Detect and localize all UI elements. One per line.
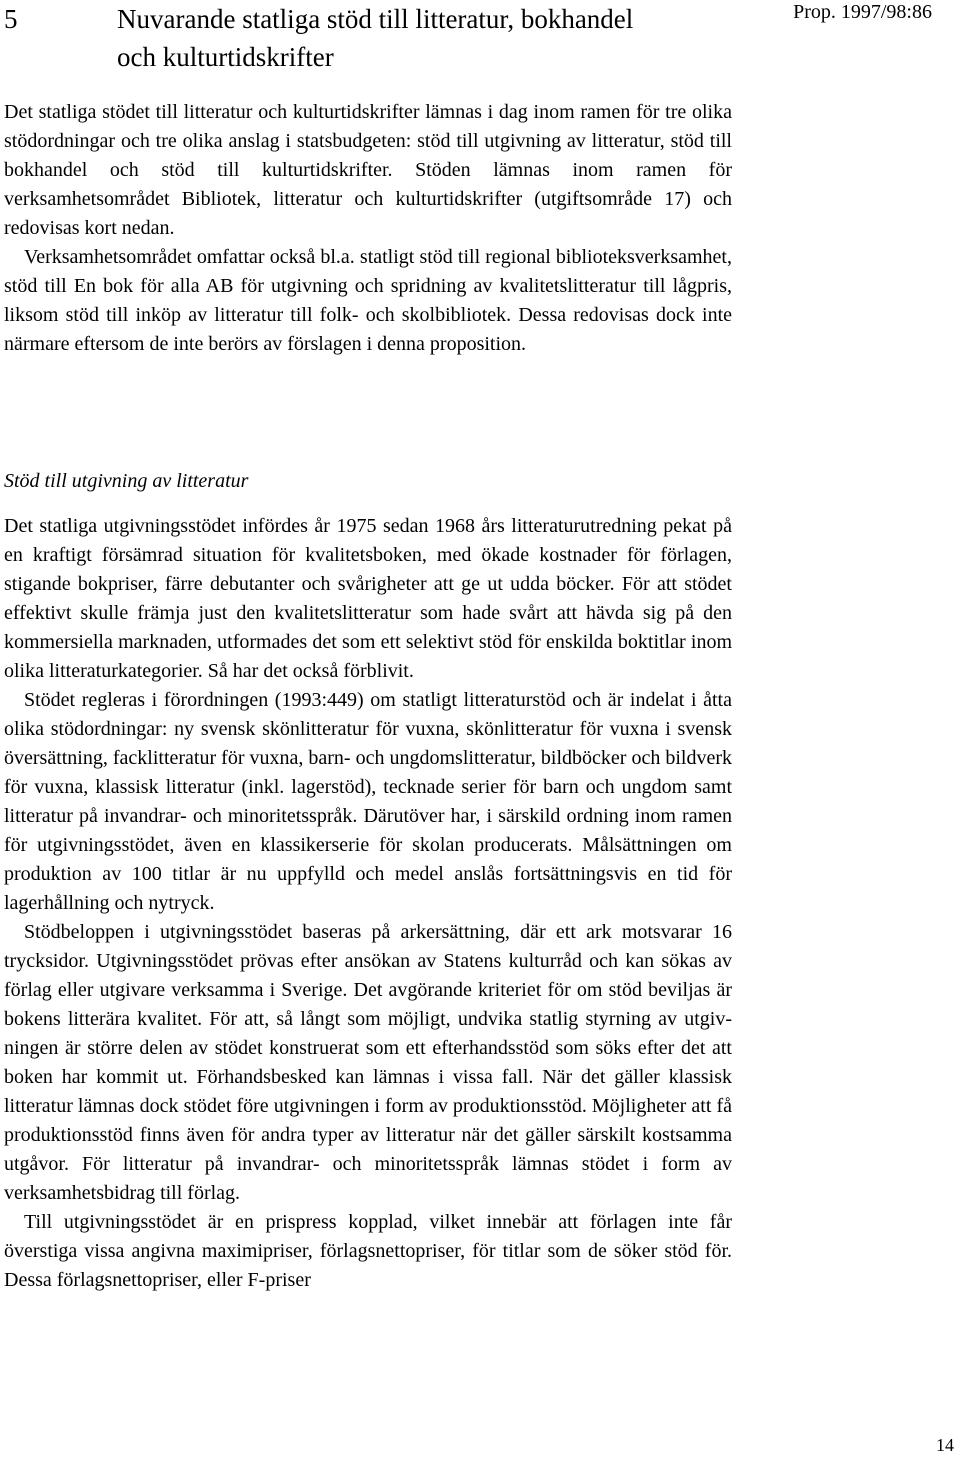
section-paragraph: Det statliga utgivningsstödet infördes år 1975 sedan 1968 års litteraturutredning pekat på en kraftigt försämrad situation för kvalitetsboken, med ökade kostnader för förlagen, stigande bokpriser, färre debutanter och svårigheter att ge ut udda böcker. För att stödet effektivt skulle främja just den kvalitetslitteratur som hade svårt att hävda sig på den kommersiella marknaden, utformades det som ett selektivt stöd för enskilda boktitlar inom olika litteraturkategorier. Så har det också förblivit.	[4, 515, 732, 682]
intro-paragraph: Verksamhetsområdet omfattar också bl.a. statligt stöd till regional biblioteksverksamhet, stöd till En bok för alla AB för utgivning och spridning av kvalitetslitteratur till lågpris, liksom stöd till inköp av litteratur till folk- och skolbibliotek. Dessa redovisas dock inte närmare eftersom de inte berörs av förslagen i denna proposition.	[4, 246, 732, 355]
intro-paragraph: Det statliga stödet till litteratur och kulturtidskrifter lämnas i dag inom ramen för tre olika stödordningar och tre olika anslag i statsbudgeten: stöd till utgivning av litteratur, stöd till bokhandel och stöd till kulturtidskrifter. Stöden lämnas inom ramen för verksamhetsområdet Bibliotek, litteratur och kulturtidskrifter (utgiftsområde 17) och redovisas kort nedan.	[4, 101, 732, 239]
section-paragraph: Stödet regleras i förordningen (1993:449) om statligt litteraturstöd och är indelat i åtta olika stödordningar: ny svensk skönlitteratur för vuxna, skönlitteratur för vuxna i svensk översättning, facklitteratur för vuxna, barn- och ungdomslitteratur, bildböcker och bildverk för vuxna, klassisk litteratur (inkl. lagerstöd), tecknade serier för barn och ungdom samt litteratur på invandrar- och minoritetsspråk. Därutöver har, i särskild ordning inom ramen för utgivningsstödet, även en klassikerserie för skolan producerats. Målsättningen om produktion av 100 titlar är nu uppfylld och medel anslås fortsättningsvis en tid för lagerhållning och nytryck.	[4, 689, 732, 914]
intro-text	[4, 98, 732, 359]
section-paragraph: Stödbeloppen i utgivningsstödet baseras på arkersättning, där ett ark motsvarar 16 trycksidor. Utgivningsstödet prövas efter ansökan av Statens kulturråd och kan sökas av förlag eller utgivare verksamma i Sverige. Det avgörande kriteriet för om stöd beviljas är bokens litterära kvalitet. För att, så långt som möjligt, undvika statlig styrning av utgivningen är större delen av stödet konstruerat som ett efterhandsstöd som söks efter det att boken har kommit ut. Förhandsbesked kan lämnas i vissa fall. När det gäller klassisk litteratur lämnas dock stödet före utgivningen i form av produktionsstöd. Möjligheter att få produktionsstöd finns även för andra typer av litteratur när det gäller särskilt kostsamma utgåvor. För litteratur på invandrar- och minoritetsspråk lämnas stödet i form av verksamhetsbidrag till förlag.	[4, 921, 732, 1204]
chapter-number: 5	[4, 4, 18, 34]
section-heading: Stöd till utgivning av litteratur	[4, 470, 249, 492]
proposition-reference: Prop. 1997/98:86	[793, 1, 932, 23]
chapter-title: Nuvarande statliga stöd till litteratur, bokhandel och kulturtidskrifter	[117, 4, 634, 72]
page-number: 14	[936, 1435, 954, 1455]
section-text	[4, 512, 732, 1295]
section-paragraph: Till utgivningsstödet är en prispress kopplad, vilket innebär att förlagen inte får överstiga vissa angivna maximipriser, förlagsnettopriser, för titlar som de söker stöd för. Dessa förlagsnettopriser, eller F-priser	[4, 1211, 732, 1291]
